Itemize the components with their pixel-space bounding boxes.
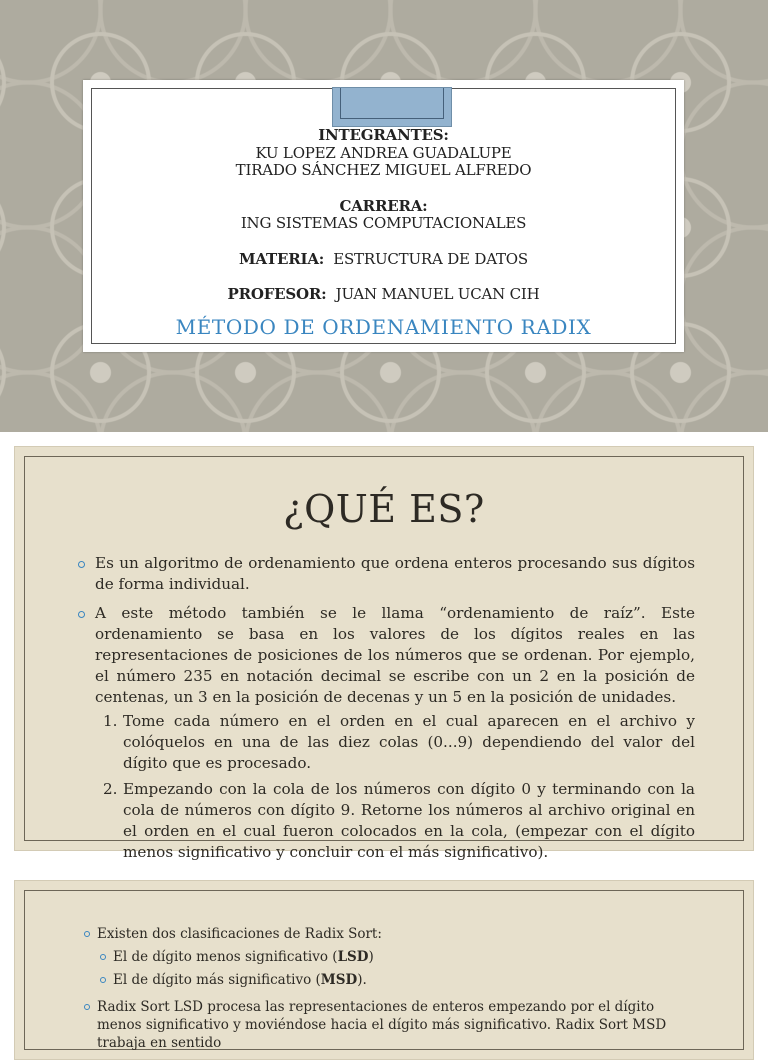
sub-bullet-lsd: El de dígito menos significativo (LSD)	[83, 948, 673, 966]
bullet-icon	[84, 1004, 90, 1010]
slide-border	[24, 456, 744, 861]
bullet-item: Existen dos clasificaciones de Radix Sort:	[83, 925, 673, 943]
bullet-icon	[84, 931, 90, 937]
bullet-icon	[100, 954, 106, 960]
bullet-item: A este método también se le llama “ordenamiento de raíz”. Este ordenamiento se basa en los valores de los dígitos reales en las representaciones de posiciones de los números que se ordenan. Por ejemplo, el número 235 en notación decimal se escribe con un 2 en la posición de centenas, un 3 en la posición de decenas y un 5 en la posición de unidades.	[75, 603, 695, 708]
title-slide	[0, 0, 768, 432]
slide-border	[24, 890, 744, 1050]
title-card	[83, 80, 684, 352]
title-accent-tab	[332, 87, 452, 127]
carrera-label: CARRERA:	[339, 197, 428, 215]
bullet-icon	[78, 611, 85, 618]
member-1: KU LOPEZ ANDREA GUADALUPE	[255, 144, 512, 162]
slide-body	[75, 553, 695, 868]
carrera-value: ING SISTEMAS COMPUTACIONALES	[240, 214, 527, 232]
bullet-icon	[100, 977, 106, 983]
presentation-title: MÉTODO DE ORDENAMIENTO RADIX	[175, 315, 592, 339]
classification-slide	[14, 880, 754, 1060]
bullet-item: Radix Sort LSD procesa las representaciones de enteros empezando por el dígito menos significativo y moviéndose hacia el dígito más significativo. Radix Sort MSD trabaja en sentido	[83, 998, 673, 1052]
profesor-line: PROFESOR: JUAN MANUEL UCAN CIH	[227, 285, 540, 303]
sub-bullet-msd: El de dígito más significativo (MSD).	[83, 971, 673, 989]
member-2: TIRADO SÁNCHEZ MIGUEL ALFREDO	[235, 161, 532, 179]
title-card-border	[91, 88, 676, 344]
materia-line: MATERIA: ESTRUCTURA DE DATOS	[239, 250, 528, 268]
what-is-slide	[14, 446, 754, 861]
slide-body	[83, 925, 673, 1057]
integrantes-label: INTEGRANTES:	[318, 126, 449, 144]
bullet-icon	[78, 561, 85, 568]
numbered-step-2: 2. Empezando con la cola de los números con dígito 0 y terminando con la cola de números con dígito 9. Retorne los números al archivo original en el orden en el cual fueron colocados en la cola, (empezar con el dígito menos significativo y concluir con el más significativo).	[103, 780, 695, 861]
numbered-step-1: 1. Tome cada número en el orden en el cual aparecen en el archivo y colóquelos en una de las diez colas (0...9) dependiendo del valor del dígito que es procesado.	[103, 712, 695, 772]
bullet-item: Es un algoritmo de ordenamiento que ordena enteros procesando sus dígitos de forma individual.	[75, 553, 695, 595]
slide-heading: ¿QUÉ ES?	[283, 487, 485, 531]
